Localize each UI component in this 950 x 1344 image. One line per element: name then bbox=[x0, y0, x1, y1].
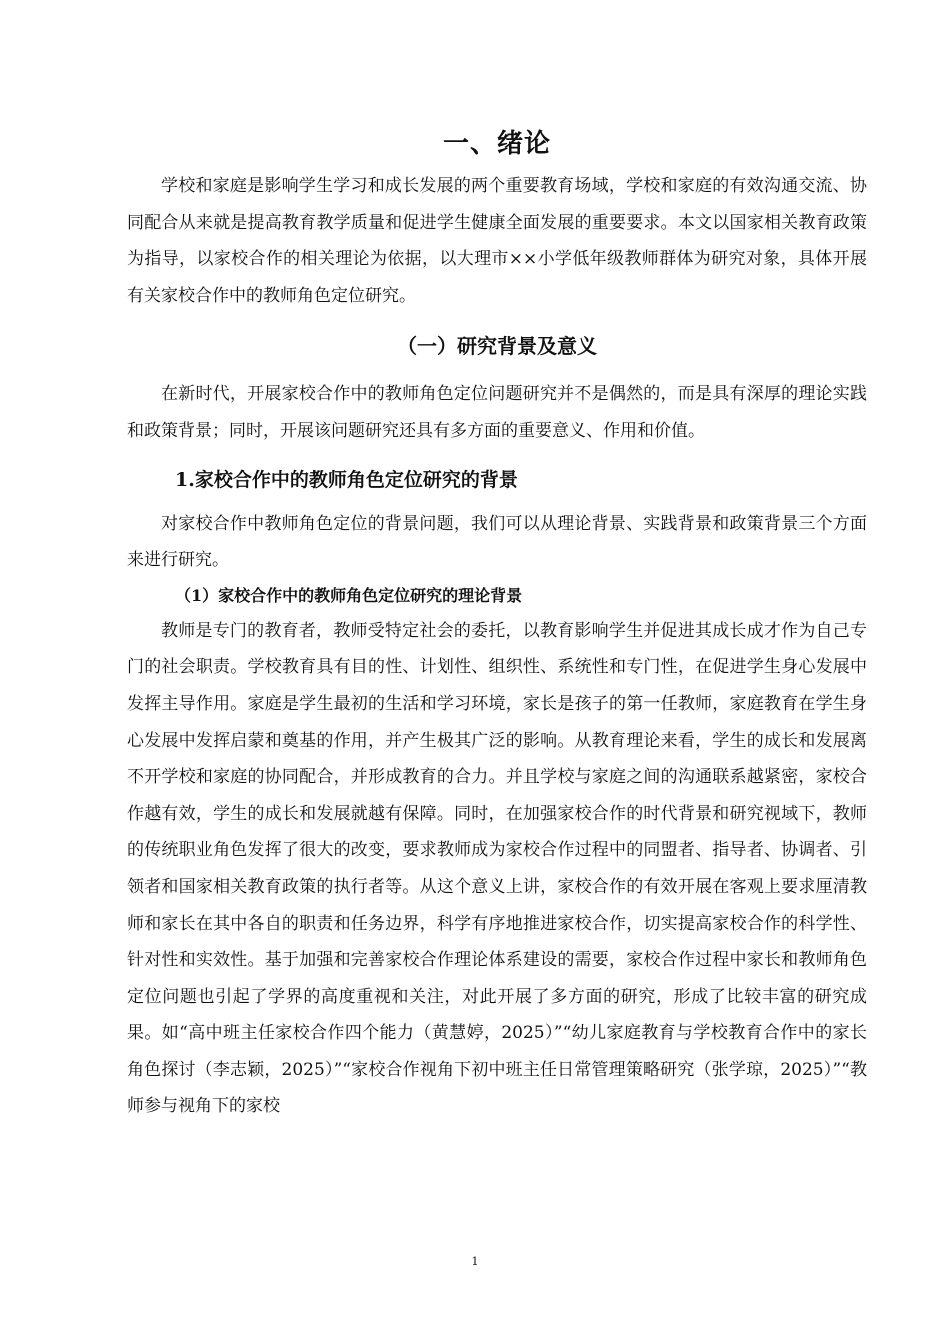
subsubsection-title: （1）家校合作中的教师角色定位研究的理论背景 bbox=[175, 585, 523, 605]
page-number: 1 bbox=[471, 1255, 479, 1268]
section-title: （一）研究背景及意义 bbox=[397, 334, 597, 359]
intro-paragraph: 学校和家庭是影响学生学习和成长发展的两个重要教育场域，学校和家庭的有效沟通交流、协同配合从来就是提高教育教学质量和促进学生健康全面发展的重要要求。本文以国家相关教育政策为指导，以家校合作的相关理论为依据，以大理市××小学低年级教师群体为研究对象，具体开展有关家校合作中的教师角色定位研究。 bbox=[127, 176, 867, 306]
subsection-title: 1.家校合作中的教师角色定位研究的背景 bbox=[175, 468, 518, 491]
section-paragraph: 在新时代，开展家校合作中的教师角色定位问题研究并不是偶然的，而是具有深厚的理论实践和政策背景；同时，开展该问题研究还具有多方面的重要意义、作用和价值。 bbox=[127, 384, 867, 441]
subsection-paragraph: 对家校合作中教师角色定位的背景问题，我们可以从理论背景、实践背景和政策背景三个方面来进行研究。 bbox=[127, 513, 867, 571]
chapter-title: 一、绪论 bbox=[442, 129, 551, 159]
page-content bbox=[127, 120, 867, 1125]
theory-paragraph: 教师是专门的教育者，教师受特定社会的委托，以教育影响学生并促进其成长成才作为自己专门的社会职责。学校教育具有目的性、计划性、组织性、系统性和专门性，在促进学生身心发展中发挥主导作用。家庭是学生最初的生活和学习环境，家长是孩子的第一任教师，家庭教育在学生身心发展中发挥启蒙和奠基的作用，并产生极其广泛的影响。从教育理论来看，学生的成长和发展离不开学校和家庭的协同配合，并形成教育的合力。并且学校与家庭之间的沟通联系越紧密，家校合作越有效，学生的成长和发展就越有保障。同时，在加强家校合作的时代背景和研究视域下，教师的传统职业角色发挥了很大的改变，要求教师成为家校合作过程中的同盟者、指导者、协调者、引领者和国家相关教育政策的执行者等。从这个意义上讲，家校合作的有效开展在客观上要求厘清教师和家长在其中各自的职责和任务边界，科学有序地推进家校合作，切实提高家校合作的科学性、针对性和实效性。基于加强和完善家校合作理论体系建设的需要，家校合作过程中家长和教师角色定位问题也引起了学界的高度重视和关注，对此开展了多方面的研究，形成了比较丰富的研究成果。如“高中班主任家校合作四个能力（黄慧婷，2025）”“幼儿家庭教育与学校教育合作中的家长角色探讨（李志颖，2025）”“家校合作视角下初中班主任日常管理策略研究（张学琼，2025）”“教师参与视角下的家校 bbox=[127, 620, 867, 1117]
